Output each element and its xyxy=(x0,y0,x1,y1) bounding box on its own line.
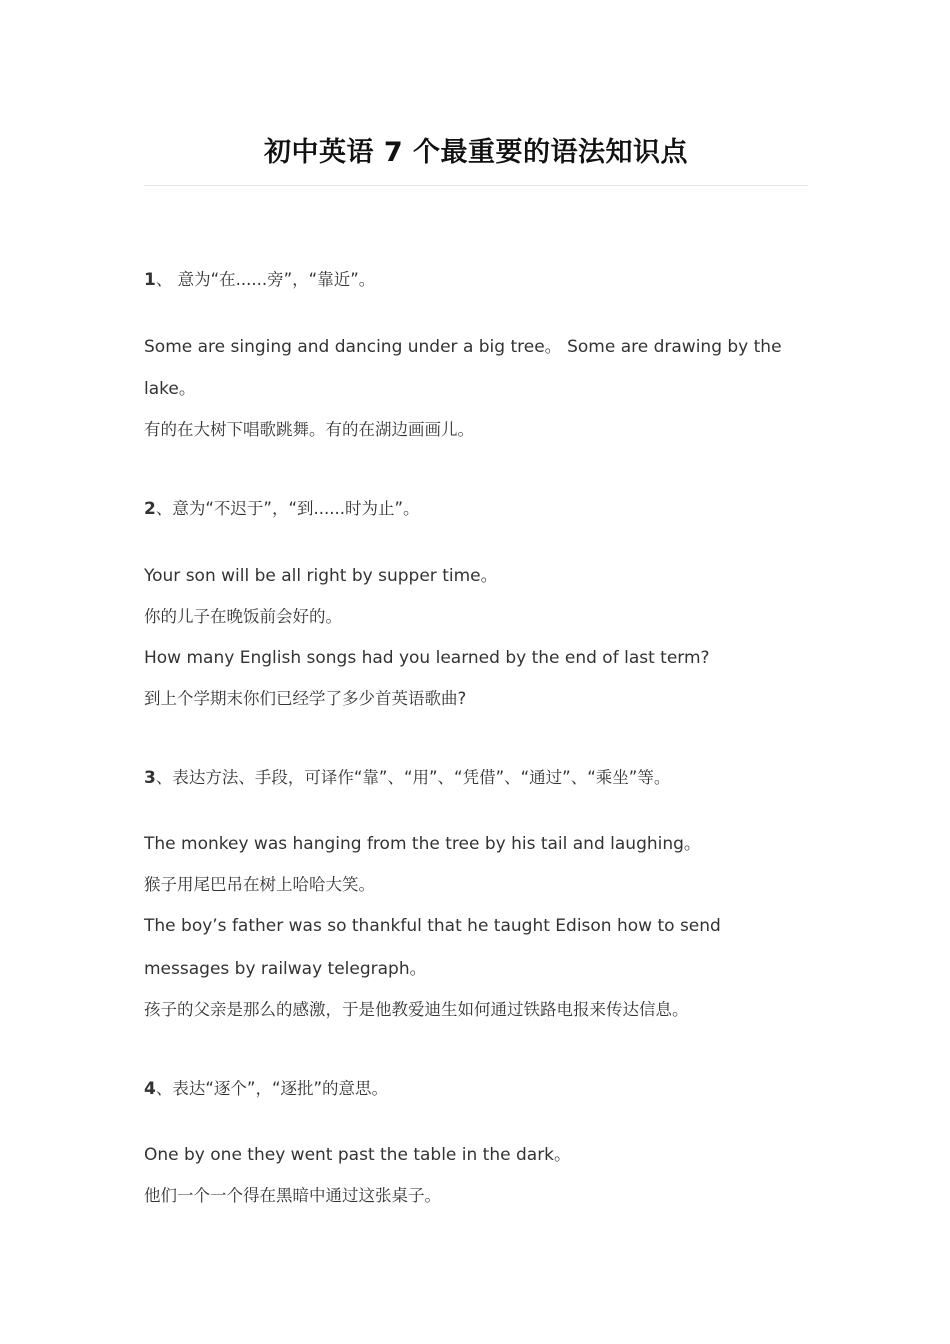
section-1-heading xyxy=(144,268,375,292)
section-number: 2 xyxy=(144,499,156,519)
translation: 你的儿子在晚饭前会好的。 xyxy=(144,607,342,626)
translation: 到上个学期末你们已经学了多少首英语歌曲? xyxy=(144,689,467,708)
translation: 有的在大树下唱歌跳舞。有的在湖边画画儿。 xyxy=(144,420,474,439)
section-2-heading xyxy=(144,497,420,521)
example-sentence: lake。 xyxy=(144,379,196,399)
section-4-heading xyxy=(144,1077,388,1101)
example-sentence: How many English songs had you learned by the end of last term? xyxy=(144,648,710,668)
document-title: 初中英语 7 个最重要的语法知识点 xyxy=(263,137,689,168)
section-number: 4 xyxy=(144,1079,156,1099)
section-number: 1 xyxy=(144,270,156,290)
example-sentence: The boy’s father was so thankful that he taught Edison how to send xyxy=(144,916,721,936)
example-sentence: Some are singing and dancing under a big tree。 Some are drawing by the xyxy=(144,337,782,357)
example-sentence: messages by railway telegraph。 xyxy=(144,959,427,979)
section-heading-text: 、 意为“在......旁”，“靠近”。 xyxy=(155,270,376,289)
example-sentence: Your son will be all right by supper time。 xyxy=(144,566,498,586)
translation: 孩子的父亲是那么的感激，于是他教爱迪生如何通过铁路电报来传达信息。 xyxy=(144,1000,689,1019)
translation: 他们一个一个得在黑暗中通过这张桌子。 xyxy=(144,1186,441,1205)
section-3-heading xyxy=(144,766,670,790)
translation: 猴子用尾巴吊在树上哈哈大笑。 xyxy=(144,875,375,894)
section-heading-text: 、意为“不迟于”，“到......时为止”。 xyxy=(155,499,420,518)
example-sentence: The monkey was hanging from the tree by his tail and laughing。 xyxy=(144,834,701,854)
section-heading-text: 、表达“逐个”，“逐批”的意思。 xyxy=(155,1079,389,1098)
title-divider xyxy=(144,185,808,186)
section-number: 3 xyxy=(144,768,156,788)
section-heading-text: 、表达方法、手段，可译作“靠”、“用”、“凭借”、“通过”、“乘坐”等。 xyxy=(155,768,671,787)
example-sentence: One by one they went past the table in the dark。 xyxy=(144,1145,572,1165)
